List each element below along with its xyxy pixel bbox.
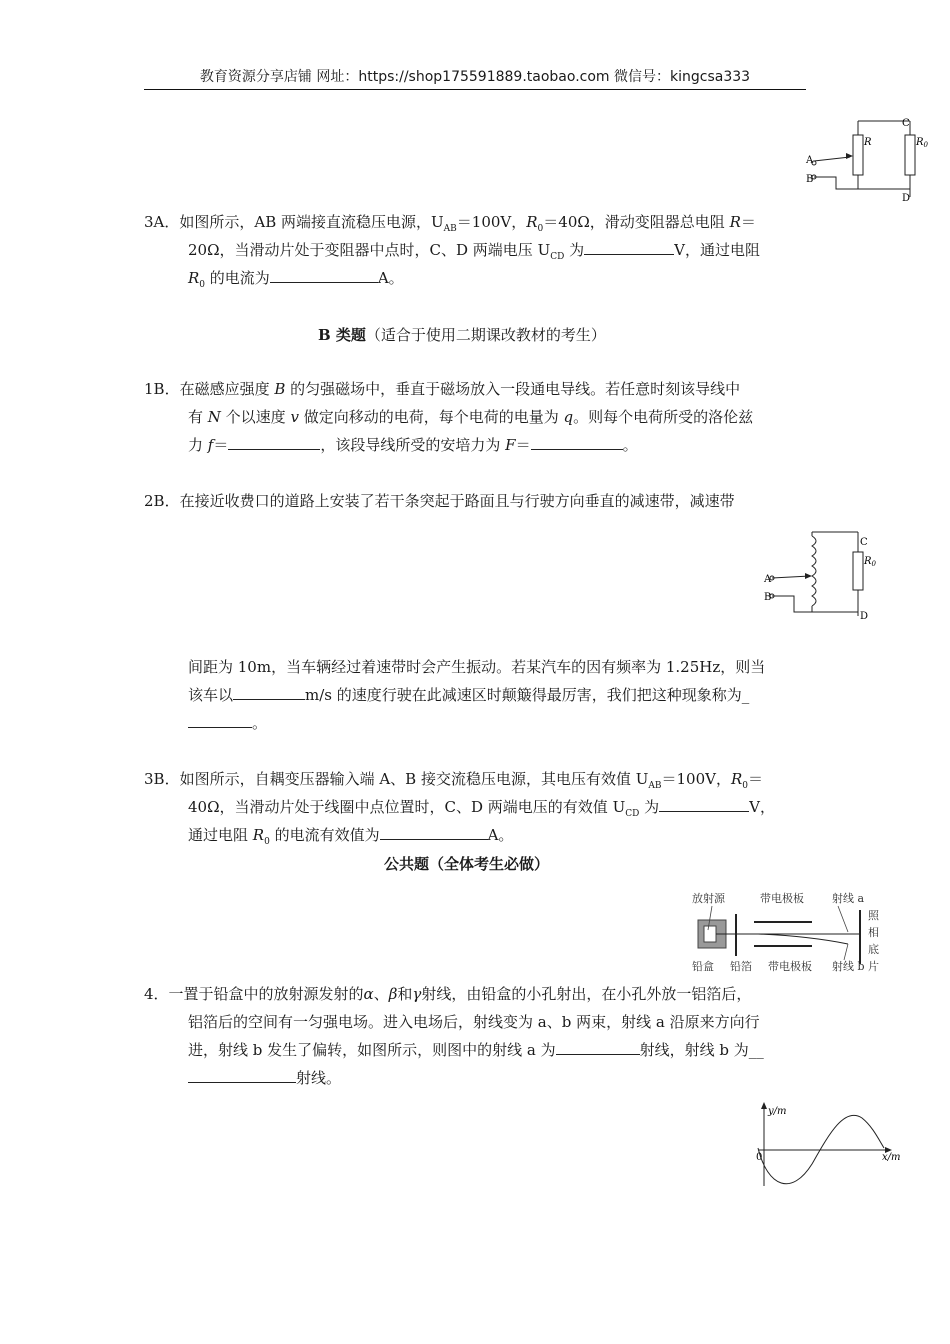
- q1b-line-2: 有 N 个以速度 v 做定向移动的电荷，每个电荷的电量为 q。则每个电荷所受的洛伦兹: [188, 408, 754, 426]
- q4-line-2: 铝箔后的空间有一匀强电场。进入电场后，射线变为 a、b 两束，射线 a 沿原来方向行: [188, 1013, 760, 1031]
- svg-text:照: 照: [868, 909, 879, 922]
- q2b-line-4: 。: [188, 713, 267, 733]
- answer-blank-lorentz[interactable]: [228, 435, 320, 450]
- q2b-line-1: 2B．在接近收费口的道路上安装了若干条突起于路面且与行驶方向垂直的减速带，减速带: [144, 492, 735, 510]
- fig1-label-d: D: [902, 193, 911, 204]
- q3a-line-2: 20Ω，当滑动片处于变阻器中点时，C、D 两端电压 $U_{CD}$ 为 V，通过电阻: [188, 241, 760, 262]
- fig1-label-c: C: [902, 118, 910, 129]
- fig3-label-ray-a: 射线 a: [832, 892, 865, 905]
- fig3-label-plate-bottom: 带电极板: [768, 960, 812, 973]
- q2b-line-3: 该车以 m/s 的速度行驶在此减速区时颠簸得最厉害，我们把这种现象称为_: [188, 686, 750, 704]
- fig2-label-b: B: [764, 592, 772, 603]
- fig4-label-x: x/m: [882, 1152, 901, 1163]
- q4-line-3: 进，射线 b 发生了偏转，如图所示，则图中的射线 a 为 射线，射线 b 为__: [188, 1041, 764, 1059]
- fig3-label-source: 放射源: [692, 892, 725, 905]
- fig3-label-lead-foil: 铅箔: [730, 960, 752, 973]
- q1b-line-1: 1B．在磁感应强度 B 的匀强磁场中，垂直于磁场放入一段通电导线。若任意时刻该导线中: [144, 380, 741, 398]
- svg-text:R0: [915, 137, 929, 149]
- fig3-label-plate-top: 带电极板: [760, 892, 804, 905]
- q4-line-4: 射线。: [188, 1068, 341, 1088]
- q3b-line-2: 40Ω，当滑动片处于线圈中点位置时，C、D 两端电压的有效值 $U_{CD}$ 为 V，: [188, 798, 775, 819]
- fig4-label-y: y/m: [768, 1106, 787, 1117]
- figure-radiation-deflection: [688, 888, 888, 976]
- answer-blank-ucd-rms[interactable]: [659, 797, 749, 812]
- q3a-line-1: 3A．如图所示，AB 两端接直流稳压电源，$U_{AB}=100V$，$R_0=40\Omega$，滑动变阻器总电阻 R＝: [144, 213, 756, 234]
- svg-text:底: 底: [868, 943, 879, 956]
- fig2-label-a: A: [764, 574, 772, 585]
- fig4-label-origin: 0: [756, 1152, 763, 1163]
- fig2-label-r0: R: [864, 556, 872, 567]
- answer-blank-current[interactable]: [270, 268, 378, 283]
- answer-blank-ucd[interactable]: [584, 240, 674, 255]
- q4-line-1: 4．一置于铅盒中的放射源发射的α、β和γ射线，由铅盒的小孔射出，在小孔外放一铝箔后，: [144, 985, 752, 1003]
- fig2-label-r0-sub: 0: [871, 560, 876, 568]
- q1b-line-3: 力 f＝ ，该段导线所受的安培力为 F＝ 。: [188, 436, 638, 454]
- fig3-label-ray-b: 射线 b: [832, 960, 865, 973]
- slider-arrow: [805, 573, 812, 579]
- y-axis-arrow: [761, 1102, 767, 1109]
- answer-blank-ampere[interactable]: [531, 435, 623, 450]
- fig3-label-lead-box: 铅盒: [692, 960, 714, 973]
- section-b-heading: B 类题（适合于使用二期课改教材的考生）: [318, 326, 606, 344]
- fig1-label-r0: R: [916, 137, 924, 148]
- fig1-label-r0-sub: 0: [923, 141, 928, 149]
- page-header: 教育资源分享店铺 网址：https://shop175591889.taobao.com 微信号：kingcsa333: [199, 69, 751, 85]
- fig3-film-label: [868, 909, 880, 973]
- q3b-line-1: 3B．如图所示，自耦变压器输入端 A、B 接交流稳压电源，其电压有效值 $U_{AB}=100V$，$R_0=$: [144, 770, 764, 791]
- ray-b: [758, 934, 848, 944]
- section-public-heading: 公共题（全体考生必做）: [384, 855, 550, 873]
- fig2-label-d: D: [860, 611, 869, 622]
- q2b-line-2: 间距为 10m，当车辆经过着速带时会产生振动。若某汽车的因有频率为 1.25Hz，则当: [188, 658, 766, 676]
- answer-blank-ray-a[interactable]: [556, 1040, 640, 1055]
- figure-rheostat-circuit: [800, 115, 930, 207]
- figure-wave-graph: [748, 1100, 908, 1192]
- q3b-line-3: 通过电阻 $R_0$ 的电流有效值为 A。: [188, 826, 514, 847]
- svg-text:片: 片: [868, 960, 879, 973]
- q3a-line-3: $R_0$ 的电流为 A。: [188, 269, 404, 290]
- svg-text:R0: [863, 556, 877, 568]
- answer-blank-ray-b[interactable]: [188, 1068, 296, 1083]
- answer-blank-speed[interactable]: [233, 685, 305, 700]
- fig1-label-b: B: [806, 174, 814, 185]
- answer-blank-phenomenon[interactable]: [188, 713, 252, 728]
- slider-arrow: [846, 153, 853, 159]
- answer-blank-current-rms[interactable]: [380, 825, 488, 840]
- fig2-label-c: C: [860, 537, 868, 548]
- svg-text:相: 相: [868, 926, 879, 939]
- fig1-label-r: R: [864, 137, 872, 148]
- fig1-label-a: A: [806, 155, 814, 166]
- figure-autotransformer-circuit: [760, 530, 890, 625]
- header-rule: [144, 89, 806, 90]
